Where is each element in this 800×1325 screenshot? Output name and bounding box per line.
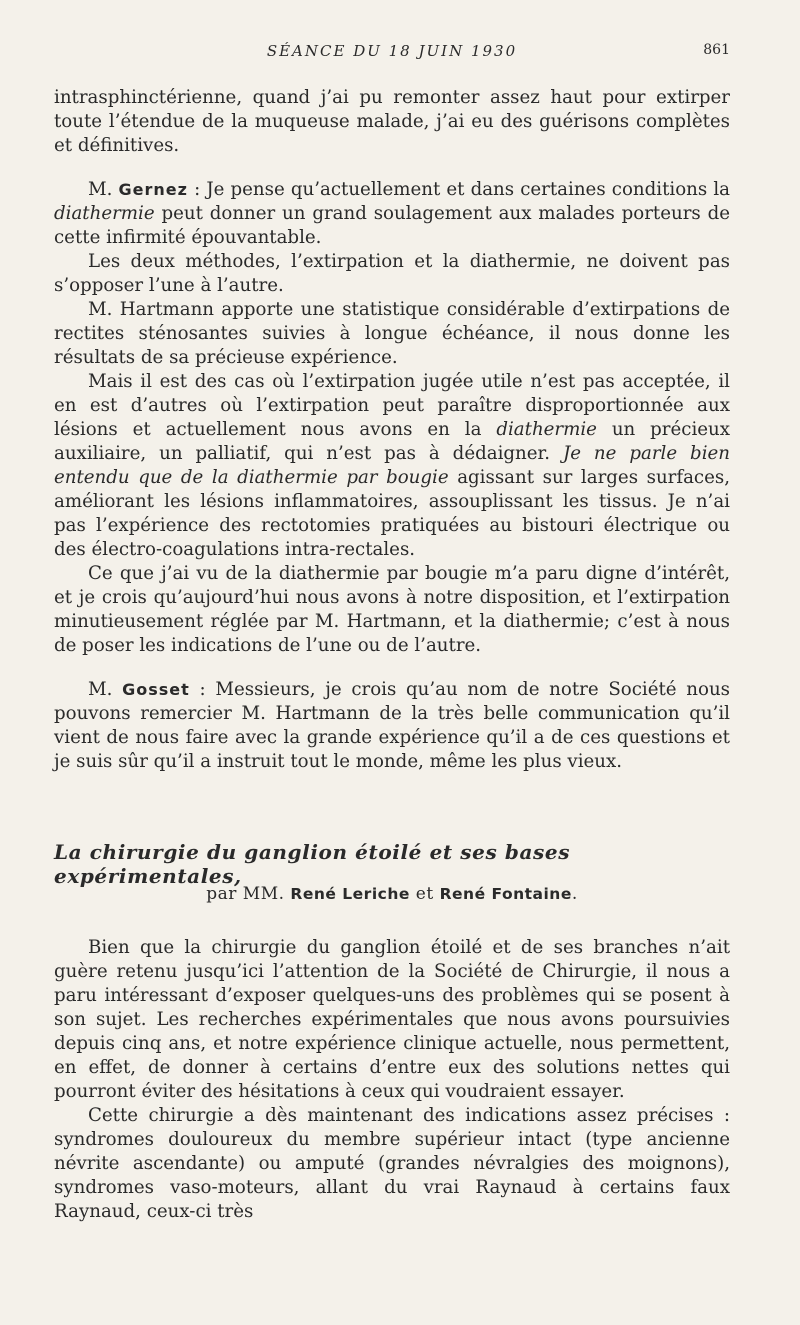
byline-and: et xyxy=(409,884,440,904)
paragraph-bougie: Ce que j’ai vu de la diathermie par bougie m’a paru digne d’intérêt, et je crois qu’aujourd’hui nous avons à notre disposition, et l’extirpation minutieusement réglée par M. Hartmann, et la diathermie; c’est à nous de poser les indications de l’une ou de l’autre. xyxy=(54,563,730,656)
article-title: La chirurgie du ganglion étoilé et ses bases expérimentales, xyxy=(54,840,571,888)
text-span: Mais il est des cas où l’extirpation jugée utile n’est pas acceptée, il en est d’autres où l’extirpation peut paraître disproportionnée aux lésions et actuellement nous avons en la xyxy=(54,371,730,440)
speaker-name-gernez: Gernez xyxy=(118,180,188,199)
page-number: 861 xyxy=(703,42,730,58)
author-fontaine: René Fontaine xyxy=(439,885,572,903)
discussion-section xyxy=(54,86,730,774)
paragraph-intro: Bien que la chirurgie du ganglion étoilé et de ses branches n’ait guère retenu jusqu’ici l’attention de la Société de Chirurgie, il nous a paru intéressant d’exposer quelques-uns des problèmes qui se posent à son sujet. Les recherches expérimentales que nous avons poursuivies depuis cinq ans, et notre expérience clinique actuelle, nous permettent, en effet, de donner à certains d’entre eux des solutions nettes qui pourront éviter des hésitations à ceux qui voudraient essayer. xyxy=(54,937,730,1102)
article-body xyxy=(54,936,730,1224)
text-span: : Je pense qu’actuellement et dans certaines conditions la xyxy=(187,179,730,200)
speaker-prefix: M. xyxy=(88,679,123,700)
paragraph-gernez xyxy=(54,178,730,250)
text-span: un précieux auxiliaire, un palliatif, qui n’est pas à dédaigner. xyxy=(54,419,731,464)
byline xyxy=(54,884,730,904)
text-span: : Messieurs, je crois qu’au nom de notre Société nous pouvons remercier M. Hartmann de la très belle communication qu’il vient de nous faire avec la grande expérience qu’il a de ces questions et je suis sûr qu’il a instruit tout le monde, même les plus vieux. xyxy=(54,679,730,772)
italic-span: diathermie xyxy=(54,203,155,224)
speaker-prefix: M. xyxy=(88,179,119,200)
paragraph-gosset xyxy=(54,678,730,774)
paragraph-indications: Cette chirurgie a dès maintenant des indications assez précises : syndromes douloureux du membre supérieur intact (type ancienne névrite ascendante) ou amputé (grandes névralgies des moignons), syndromes vaso-moteurs, allant du vrai Raynaud à certains faux Raynaud, ceux-ci très xyxy=(54,1105,730,1222)
byline-prefix: par MM. xyxy=(206,884,291,904)
italic-span: Je ne parle bien entendu que de la diathermie par bougie xyxy=(54,443,730,488)
speaker-name-gosset: Gosset xyxy=(122,680,190,699)
author-leriche: René Leriche xyxy=(290,885,410,903)
byline-suffix: . xyxy=(571,884,578,904)
paragraph-continuation: intrasphinctérienne, quand j’ai pu remonter assez haut pour extirper toute l’étendue de la muqueuse malade, j’ai eu des guérisons complètes et définitives. xyxy=(54,87,730,156)
running-head: SÉANCE DU 18 JUIN 1930 xyxy=(266,42,518,60)
paragraph-hartmann: M. Hartmann apporte une statistique considérable d’extirpations de rectites sténosantes suivies à longue échéance, il nous donne les résultats de sa précieuse expérience. xyxy=(54,299,730,368)
page-header xyxy=(54,42,730,64)
text-span: agissant sur larges surfaces, améliorant les lésions inflammatoires, assouplissant les tissus. Je n’ai pas l’expérience des rectotomies pratiquées au bistouri électrique ou des électro-coagulations intra-rectales. xyxy=(54,467,730,560)
paragraph-diathermie xyxy=(54,370,730,562)
paragraph-methods: Les deux méthodes, l’extirpation et la diathermie, ne doivent pas s’opposer l’une à l’autre. xyxy=(54,251,730,296)
text-span: peut donner un grand soulagement aux malades porteurs de cette infirmité épouvantable. xyxy=(54,203,730,248)
italic-span: diathermie xyxy=(496,419,597,440)
